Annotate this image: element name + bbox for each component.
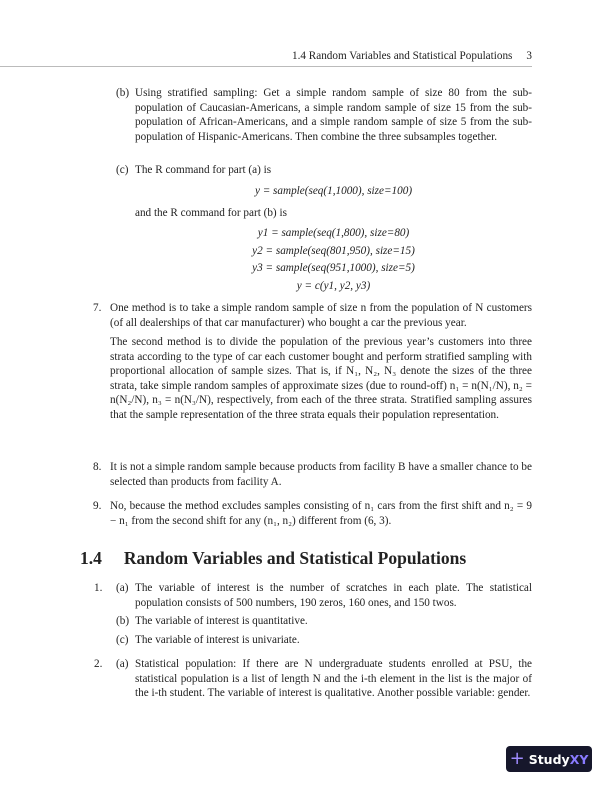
section-heading: [80, 548, 466, 569]
brand-study: Study: [528, 751, 570, 767]
item-number: 8.: [93, 461, 102, 473]
item-number: 2.: [94, 658, 103, 670]
answer-part-c: [116, 163, 532, 178]
part-text: The R command for part (a) is: [135, 164, 272, 176]
answer-9: [93, 499, 532, 528]
section-answer-1a: [94, 581, 532, 610]
formulas-part-b: [135, 225, 532, 295]
part-text: The variable of interest is univariate.: [135, 634, 300, 646]
part-label: (c): [116, 634, 129, 646]
part-text: The variable of interest is the number of scratches in each plate. The statistical population consists of 500 numbers, 190 zeros, 160 ones, and 150 twos.: [135, 582, 532, 609]
answer-7: [93, 301, 532, 422]
item-text: One method is to take a simple random sample of size n from the population of N customers (of all dealerships of that car manufacturer) who bought a car the previous year.: [110, 302, 532, 329]
page-number: 3: [526, 50, 532, 62]
part-c-text2: and the R command for part (b) is: [135, 207, 287, 219]
formula-line: y3 = sample(seq(951,1000), size=5): [252, 262, 415, 274]
part-text: The variable of interest is quantitative.: [135, 615, 308, 627]
part-text: Statistical population: If there are N undergraduate students enrolled at PSU, the statistical population is a list of length N and the i-th element in the list is the major of the i-th student. The variable of interest is qualitative. Another possible variable: gender.: [135, 658, 532, 699]
item-number: 1.: [94, 582, 103, 594]
section-answer-2a: [94, 657, 532, 701]
part-label: (b): [116, 87, 130, 99]
item-number: 9.: [93, 500, 102, 512]
part-label: (a): [116, 582, 129, 594]
part-label: (a): [116, 658, 129, 670]
running-title: 1.4 Random Variables and Statistical Populations: [291, 50, 513, 62]
studyxy-badge[interactable]: [506, 746, 592, 772]
formula-line: y2 = sample(seq(801,950), size=15): [252, 244, 415, 257]
item-number: 7.: [93, 302, 102, 314]
answer-part-b: [116, 86, 532, 144]
brand-xy: XY: [569, 751, 589, 767]
section-number: 1.4: [80, 548, 102, 568]
item-text-2: The second method is to divide the population of the previous year’s customers into three strata according to the type of car each customer bought and perform stratified sampling with proportional allocation of sample sizes. That is, if N₁, N₂, N₃ denote the sizes of the three strata, take simple random samples of approximate sizes (due to round-off) n₁ = n(N₁/N), n₂ = n(N₂/N), n₃ = n(N₃/N), respectively, from each of the three strata. Stratified sampling assures that the sample representation of the three strata equals their population representation.: [110, 336, 532, 421]
part-label: (b): [116, 615, 130, 627]
formula-line: y1 = sample(seq(1,800), size=80): [257, 227, 410, 239]
section-answer-1b: [116, 614, 532, 629]
answer-8: [93, 460, 532, 489]
part-label: (c): [116, 164, 129, 176]
formula-line: y = c(y1, y2, y3): [296, 279, 371, 292]
item-text: No, because the method excludes samples consisting of n₁ cars from the first shift and n₂ = 9 − n₁ from the second shift for any (n₁, n₂) different from (6, 3).: [110, 500, 532, 527]
running-header: [292, 50, 532, 62]
item-text: It is not a simple random sample because products from facility B have a smaller chance to be selected than products from facility A.: [110, 461, 532, 488]
header-rule: [0, 66, 532, 67]
section-title: Random Variables and Statistical Populations: [123, 548, 467, 568]
formula-part-a: y = sample(seq(1,1000), size=100): [254, 185, 413, 197]
section-answer-1c: [116, 633, 532, 648]
part-text: Using stratified sampling: Get a simple random sample of size 80 from the sub-population of Caucasian-Americans, a simple random sample of size 15 from the sub-population of African-Americans, and a simple random sample of size 5 from the sub-population of Hispanic-Americans. Then combine the three subsamples together.: [135, 87, 532, 143]
plus-icon: +: [509, 748, 525, 769]
